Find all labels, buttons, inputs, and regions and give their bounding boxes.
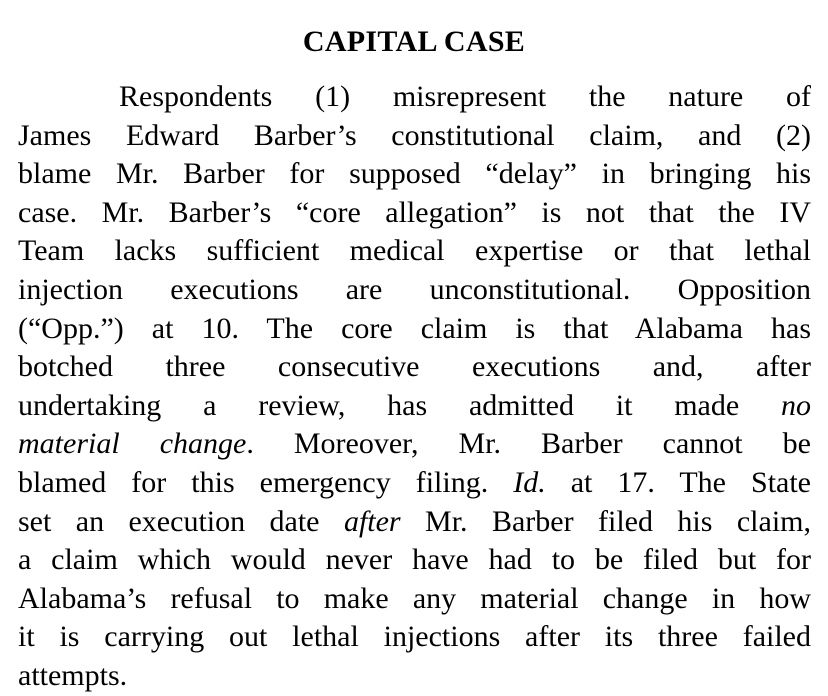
body-paragraph xyxy=(18,78,811,696)
text-segment: Alabama’s refusal to make any material change in how xyxy=(18,581,811,615)
text-line xyxy=(18,657,811,696)
text-line xyxy=(18,155,811,194)
italic-text-segment: material change xyxy=(18,427,247,461)
text-line xyxy=(18,78,811,117)
text-line xyxy=(18,464,811,503)
text-line xyxy=(18,541,811,580)
text-segment: blamed for this emergency filing. xyxy=(18,465,514,499)
text-segment: Mr. Barber filed his claim, xyxy=(400,504,811,538)
text-line xyxy=(18,232,811,271)
text-segment: at 17. The State xyxy=(545,465,811,499)
italic-text-segment: Id. xyxy=(513,465,546,499)
text-segment: James Edward Barber’s constitutional claim, and (2) xyxy=(18,118,811,152)
text-segment: injection executions are unconstitutional. Opposition xyxy=(18,272,811,306)
text-segment: undertaking a review, has admitted it made xyxy=(18,388,781,422)
text-segment: attempts. xyxy=(18,658,128,692)
page-heading: CAPITAL CASE xyxy=(302,25,526,58)
text-line xyxy=(18,310,811,349)
text-segment: Respondents (1) misrepresent the nature of xyxy=(119,80,811,113)
text-line xyxy=(18,580,811,619)
text-segment: Team lacks sufficient medical expertise or that lethal xyxy=(18,234,811,268)
text-segment: (“Opp.”) at 10. The core claim is that Alabama has xyxy=(18,311,811,345)
text-line xyxy=(18,348,811,387)
text-segment: case. Mr. Barber’s “core allegation” is not that the IV xyxy=(18,195,811,229)
text-segment: a claim which would never have had to be filed but for xyxy=(18,543,811,577)
text-segment: botched three consecutive executions and, after xyxy=(18,350,811,384)
text-line xyxy=(18,387,811,426)
text-segment: it is carrying out lethal injections after its three failed xyxy=(18,620,811,654)
italic-text-segment: after xyxy=(343,504,401,538)
text-segment: set an execution date xyxy=(18,504,344,538)
text-segment: . Moreover, Mr. Barber cannot be xyxy=(246,427,811,461)
text-line xyxy=(18,503,811,542)
text-line xyxy=(18,117,811,156)
text-line xyxy=(18,271,811,310)
text-line xyxy=(18,618,811,657)
text-segment: blame Mr. Barber for supposed “delay” in bringing his xyxy=(18,157,811,191)
text-line xyxy=(18,425,811,464)
italic-text-segment: no xyxy=(781,388,811,422)
text-line xyxy=(18,194,811,233)
